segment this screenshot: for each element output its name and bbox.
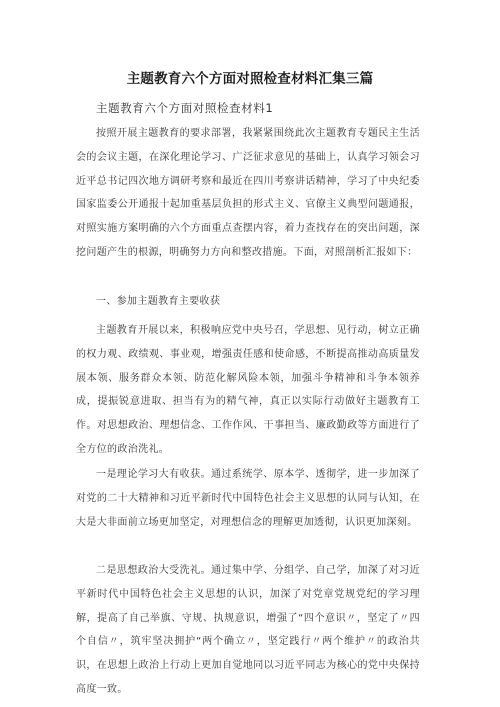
section-heading: 一、参加主题教育主要收获 <box>96 296 221 307</box>
document-title: 主题教育六个方面对照检查材料汇集三篇 <box>126 71 374 87</box>
body-paragraph: 一是理论学习大有收获。通过系统学、原本学、透彻学，进一步加深了对党的二十大精神和习近平新时代中国特色社会主义思想的认同与认知，在大是大非面前立场更加坚定，对理想信念的理解更加透彻，认识更加深刻。 <box>76 469 420 528</box>
body-paragraph: 二是思想政治大受洗礼。通过集中学、分组学、自己学，加深了对习近平新时代中国特色社会主义思想的认识，加深了对党章党规党纪的学习理解，提高了自己举旗、守规、执规意识，增强了“四个意识〃，坚定了〃四个自信〃，筑牢坚决拥护“两个确立〃，坚定践行〃两个维护〃的政治共识，在思想上政治上行动上更加自觉地同以习近平同志为核心的党中央保持高度一致。 <box>76 565 420 695</box>
intro-paragraph: 按照开展主题教育的要求部署，我紧紧围绕此次主题教育专题民主生活会的会议主题，在深化理论学习、广泛征求意见的基础上，认真学习领会习近平总书记四次地方调研考察和最近在四川考察讲话精神，学习了中央纪委国家监委公开通报十起加重基层负担的形式主义、官僚主义典型问题通报，对照实施方案明确的六个方面重点查摆内容，着力查找存在的突出问题，深挖问题产生的根源，明确努力方向和整改措施。下面，对照剖析汇报如下： <box>76 128 420 258</box>
document-subtitle: 主题教育六个方面对照检查材料1 <box>96 101 274 115</box>
body-paragraph: 主题教育开展以来，积极响应党中央号召，学思想、见行动，树立正确的权力观、政绩观、事业观，增强责任感和使命感，不断提高推动高质量发展本领、服务群众本领、防范化解风险本领，加强斗争精神和斗争本领养成，提振锐意进取、担当有为的精气神，真正以实际行动做好主题教育工作。对思想政治、理想信念、工作作风、干事担当、廉政勤政等方面进行了全方位的政治洗礼。 <box>76 325 420 455</box>
